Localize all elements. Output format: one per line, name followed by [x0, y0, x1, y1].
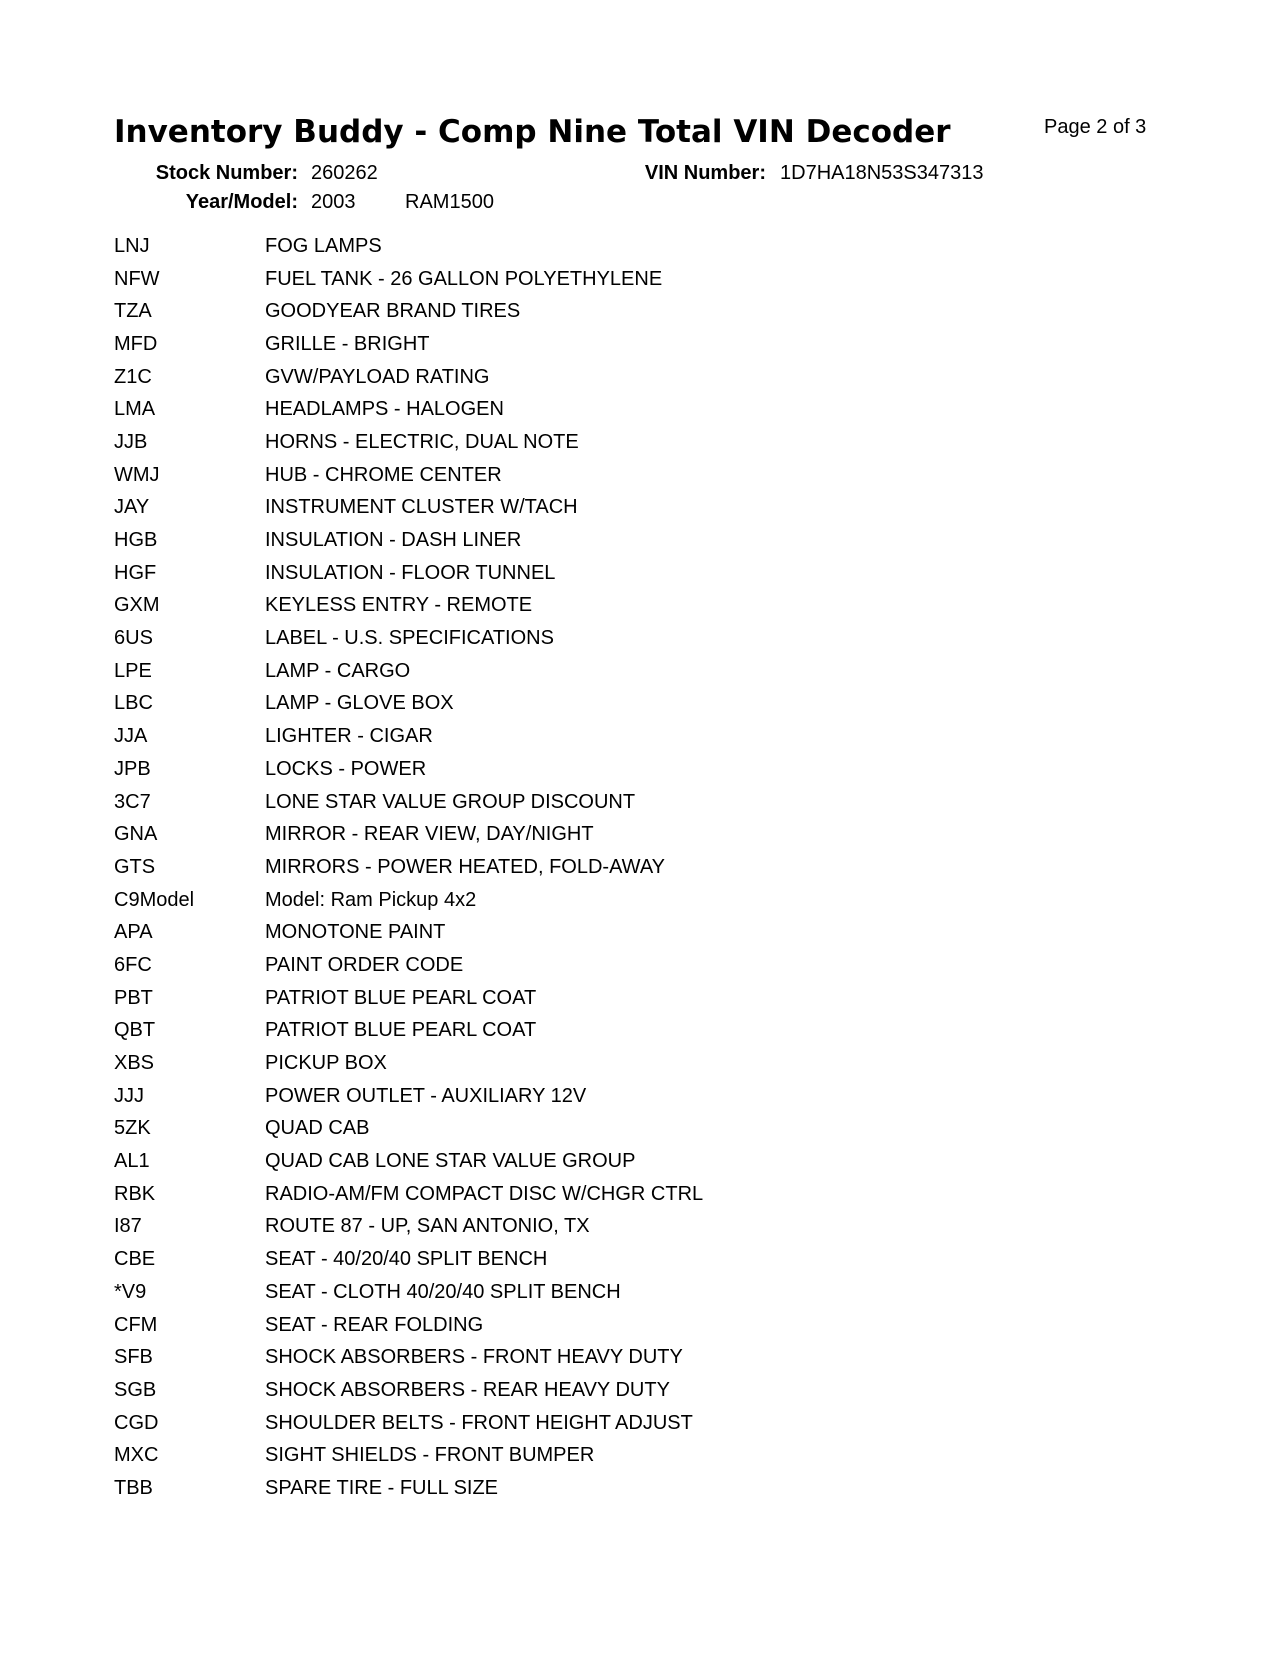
option-code: LMA [114, 398, 156, 421]
option-row [114, 1080, 1014, 1113]
option-description: LOCKS - POWER [265, 757, 427, 780]
option-code: LNJ [114, 234, 150, 257]
option-code: JJA [114, 725, 148, 748]
option-row [114, 361, 1014, 394]
option-row [114, 590, 1014, 623]
option-row [114, 1439, 1014, 1472]
option-row [114, 492, 1014, 525]
option-row [114, 524, 1014, 557]
option-row [114, 720, 1014, 753]
option-description: PATRIOT BLUE PEARL COAT [265, 986, 537, 1009]
option-row [114, 1178, 1014, 1211]
option-code: TZA [114, 300, 152, 323]
option-row [114, 263, 1014, 296]
option-description: INSULATION - FLOOR TUNNEL [265, 561, 556, 584]
option-row [114, 1047, 1014, 1080]
option-description: PATRIOT BLUE PEARL COAT [265, 1019, 537, 1042]
option-description: QUAD CAB [265, 1117, 370, 1140]
option-description: POWER OUTLET - AUXILIARY 12V [265, 1084, 587, 1107]
vin-number-label: VIN Number: [644, 162, 766, 184]
option-code: JAY [114, 496, 150, 519]
option-code: RBK [114, 1182, 156, 1205]
option-code: WMJ [114, 463, 160, 486]
option-code: CGD [114, 1411, 159, 1434]
option-code: 6US [114, 627, 153, 650]
option-description: LABEL - U.S. SPECIFICATIONS [265, 627, 554, 650]
option-row [114, 818, 1014, 851]
option-description: ROUTE 87 - UP, SAN ANTONIO, TX [265, 1215, 590, 1238]
option-description: FUEL TANK - 26 GALLON POLYETHYLENE [265, 267, 663, 290]
option-description: SIGHT SHIELDS - FRONT BUMPER [265, 1444, 595, 1467]
option-row [114, 1113, 1014, 1146]
stock-number-value: 260262 [311, 162, 378, 184]
option-row [114, 884, 1014, 917]
option-row [114, 786, 1014, 819]
option-description: QUAD CAB LONE STAR VALUE GROUP [265, 1150, 636, 1173]
option-code: Z1C [114, 365, 152, 388]
option-code: JJB [114, 430, 148, 453]
option-code: AL1 [114, 1150, 150, 1173]
option-description: Model: Ram Pickup 4x2 [265, 888, 477, 911]
option-row [114, 1276, 1014, 1309]
option-code: JPB [114, 757, 151, 780]
option-row [114, 1145, 1014, 1178]
option-row [114, 328, 1014, 361]
option-description: LAMP - GLOVE BOX [265, 692, 454, 715]
option-description: KEYLESS ENTRY - REMOTE [265, 594, 533, 617]
option-code: JJJ [114, 1084, 144, 1107]
option-code: MFD [114, 332, 158, 355]
option-code: PBT [114, 986, 153, 1009]
option-code: NFW [114, 267, 160, 290]
page-title: Inventory Buddy - Comp Nine Total VIN Decoder [114, 114, 951, 150]
option-description: INSULATION - DASH LINER [265, 529, 522, 552]
option-description: LONE STAR VALUE GROUP DISCOUNT [265, 790, 636, 813]
option-row [114, 230, 1014, 263]
option-code: TBB [114, 1476, 153, 1499]
option-code: MXC [114, 1444, 159, 1467]
option-row [114, 459, 1014, 492]
option-row [114, 1407, 1014, 1440]
option-code: 3C7 [114, 790, 151, 813]
option-row [114, 982, 1014, 1015]
option-code: SGB [114, 1378, 157, 1401]
option-description: PAINT ORDER CODE [265, 953, 464, 976]
stock-number-label: Stock Number: [155, 162, 298, 184]
option-description: HEADLAMPS - HALOGEN [265, 398, 504, 421]
option-description: MIRROR - REAR VIEW, DAY/NIGHT [265, 823, 594, 846]
option-description: GOODYEAR BRAND TIRES [265, 300, 521, 323]
option-description: SHOCK ABSORBERS - FRONT HEAVY DUTY [265, 1346, 683, 1369]
option-description: FOG LAMPS [265, 234, 382, 257]
option-description: LIGHTER - CIGAR [265, 725, 433, 748]
option-code: SFB [114, 1346, 153, 1369]
option-code: C9Model [114, 888, 195, 911]
option-row [114, 1374, 1014, 1407]
option-description: SHOCK ABSORBERS - REAR HEAVY DUTY [265, 1378, 670, 1401]
option-code: GTS [114, 855, 156, 878]
option-description: SEAT - 40/20/40 SPLIT BENCH [265, 1248, 548, 1271]
option-code: XBS [114, 1052, 155, 1075]
option-row [114, 949, 1014, 982]
option-row [114, 688, 1014, 721]
option-description: HUB - CHROME CENTER [265, 463, 502, 486]
option-description: SEAT - REAR FOLDING [265, 1313, 484, 1336]
option-row [114, 1341, 1014, 1374]
option-row [114, 851, 1014, 884]
option-code: *V9 [114, 1280, 147, 1303]
option-description: RADIO-AM/FM COMPACT DISC W/CHGR CTRL [265, 1182, 704, 1205]
option-description: HORNS - ELECTRIC, DUAL NOTE [265, 430, 579, 453]
option-row [114, 1472, 1014, 1505]
option-code: GNA [114, 823, 158, 846]
option-description: PICKUP BOX [265, 1052, 387, 1075]
page-indicator: Page 2 of 3 [1044, 116, 1147, 138]
option-description: GVW/PAYLOAD RATING [265, 365, 490, 388]
option-description: GRILLE - BRIGHT [265, 332, 430, 355]
option-row [114, 655, 1014, 688]
option-row [114, 753, 1014, 786]
model-value: RAM1500 [405, 191, 494, 213]
option-description: MIRRORS - POWER HEATED, FOLD-AWAY [265, 855, 666, 878]
option-description: MONOTONE PAINT [265, 921, 446, 944]
option-code: HGF [114, 561, 157, 584]
option-code: APA [114, 921, 153, 944]
option-code: 6FC [114, 953, 152, 976]
year-value: 2003 [311, 191, 356, 213]
option-code: GXM [114, 594, 160, 617]
option-row [114, 1243, 1014, 1276]
option-description: SEAT - CLOTH 40/20/40 SPLIT BENCH [265, 1280, 621, 1303]
option-code: I87 [114, 1215, 142, 1238]
option-row [114, 622, 1014, 655]
option-row [114, 1211, 1014, 1244]
option-code: LBC [114, 692, 153, 715]
option-code: CFM [114, 1313, 158, 1336]
option-row [114, 557, 1014, 590]
option-code: 5ZK [114, 1117, 151, 1140]
option-code-list [114, 230, 1014, 1505]
option-code: QBT [114, 1019, 156, 1042]
option-row [114, 426, 1014, 459]
option-row [114, 916, 1014, 949]
option-row [114, 393, 1014, 426]
option-row [114, 1015, 1014, 1048]
option-description: LAMP - CARGO [265, 659, 411, 682]
vin-number-value: 1D7HA18N53S347313 [780, 162, 984, 184]
option-row [114, 1309, 1014, 1342]
option-description: SHOULDER BELTS - FRONT HEIGHT ADJUST [265, 1411, 693, 1434]
option-code: HGB [114, 529, 158, 552]
option-code: LPE [114, 659, 152, 682]
option-row [114, 295, 1014, 328]
option-description: SPARE TIRE - FULL SIZE [265, 1476, 499, 1499]
option-code: CBE [114, 1248, 156, 1271]
year-model-label: Year/Model: [185, 191, 298, 213]
option-description: INSTRUMENT CLUSTER W/TACH [265, 496, 578, 519]
